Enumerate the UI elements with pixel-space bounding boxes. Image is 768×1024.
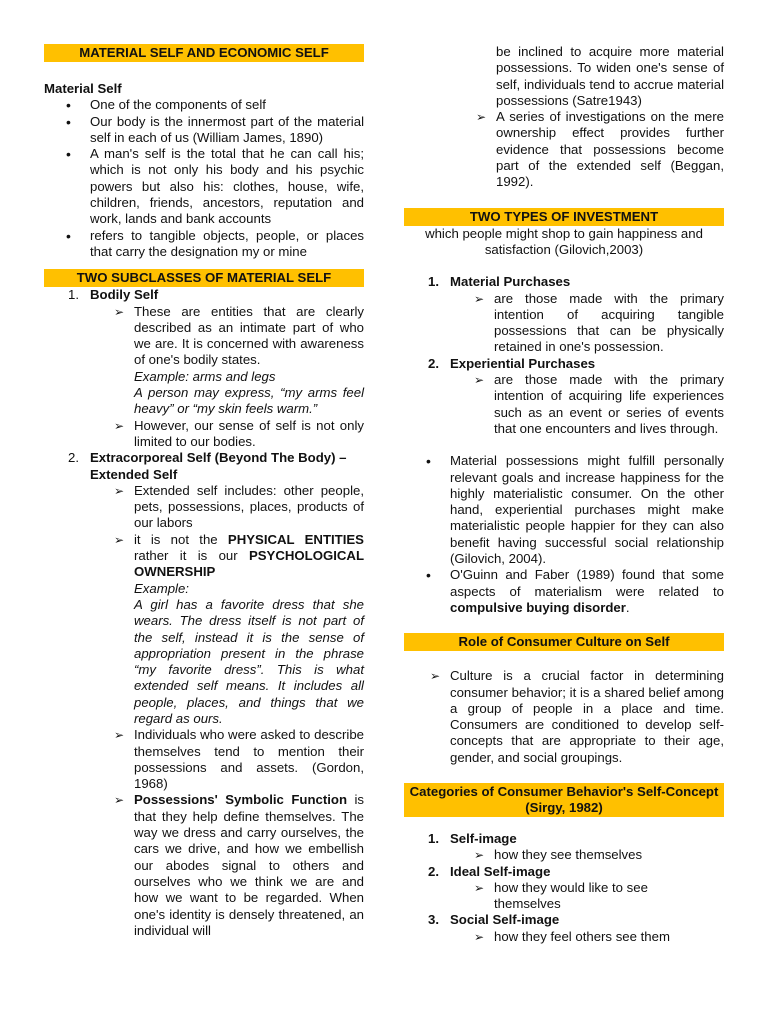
investment-title: Material Purchases bbox=[450, 274, 571, 290]
material-self-title: Material Self bbox=[44, 81, 122, 96]
list-number: 1. bbox=[428, 274, 439, 290]
list-item: ➢ Culture is a crucial factor in determining consumer behavior; it is a shared belief among a group of people in a place and time. Consumers are conditioned to develop self-concepts that are appropriate to their age, gender, and social groupings. bbox=[428, 668, 724, 766]
list-item: ➢ A series of investigations on the mere ownership effect provides further evidence that possessions become part of the extended self (Beggan, 1992). bbox=[474, 109, 724, 190]
example-label: Example: bbox=[134, 580, 189, 596]
material-self-list bbox=[44, 97, 364, 260]
list-item: ➢ how they would like to see themselves bbox=[472, 880, 662, 913]
list-item: ➢ However, our sense of self is not only limited to our bodies. bbox=[112, 418, 364, 451]
list-item: • refers to tangible objects, people, or places that carry the designation my or mine bbox=[44, 228, 364, 261]
list-item: • Our body is the innermost part of the material self in each of us (William James, 1890) bbox=[44, 114, 364, 147]
example-text: A girl has a favorite dress that she wears. The dress itself is not part of the self, instead it is the sense of appropriation present in the phrase “my favorite dress”. This is what extended self means. It includes all people, places, and things that we regard as ours. bbox=[134, 596, 364, 726]
category-points bbox=[472, 929, 724, 945]
list-item: ➢ how they see themselves bbox=[472, 847, 724, 863]
continued-text: be inclined to acquire more material possessions. To widen one's sense of self, individuals tend to accrue material possessions (Satre1943) bbox=[496, 44, 724, 108]
emphasis-text: Possessions' Symbolic Function bbox=[134, 792, 347, 808]
investment-points bbox=[472, 291, 724, 356]
point-text: O'Guinn and Faber (1989) found that some aspects of materialism were related to bbox=[450, 567, 724, 599]
bodily-self-points bbox=[112, 304, 364, 451]
list-item: ➢ how they feel others see them bbox=[472, 929, 724, 945]
point-text: it is not the bbox=[134, 531, 228, 547]
extended-self-points bbox=[112, 483, 364, 939]
list-item: • One of the components of self bbox=[44, 97, 364, 113]
list-item: • Material possessions might fulfill personally relevant goals and increase happiness for the highly materialistic consumer. On the other hand, experiential purchases might make materialistic people happier for they can also benefit having successful social relationship (Gilovich, 2004). bbox=[404, 453, 724, 567]
subclasses-list bbox=[44, 287, 364, 939]
category-points bbox=[472, 880, 662, 913]
list-item: ➢ Individuals who were asked to describe themselves tend to mention their possessions and assets. (Gordon, 1968) bbox=[112, 727, 364, 792]
emphasis-text: compulsive buying disorder bbox=[450, 599, 626, 615]
example-text: Example: arms and legs bbox=[134, 368, 276, 384]
list-item bbox=[404, 567, 724, 616]
emphasis-text: PSYCHOLOGICAL OWNERSHIP bbox=[134, 548, 364, 580]
right-column bbox=[404, 44, 724, 945]
left-column bbox=[44, 44, 364, 939]
list-item: • A man's self is the total that he can call his; which is not only his body and his psychic powers but also his: clothes, house, wife, children, friends, ancestors, reputation and work, lands and bank accounts bbox=[44, 146, 364, 227]
subclass-extended-self bbox=[44, 450, 364, 939]
category-self-image bbox=[404, 831, 724, 864]
list-item bbox=[112, 304, 364, 418]
investment-experiential bbox=[404, 356, 724, 437]
investment-points bbox=[472, 372, 724, 437]
culture-points bbox=[428, 668, 724, 766]
category-title: Social Self-image bbox=[450, 912, 560, 928]
categories-list bbox=[404, 831, 724, 945]
investment-list bbox=[404, 274, 724, 437]
list-item: ➢ Extended self includes: other people, pets, possessions, places, products of our labors bbox=[112, 483, 364, 532]
list-number: 2. bbox=[428, 355, 439, 371]
point-text: rather it is our bbox=[134, 548, 249, 564]
subclass-title: Bodily Self bbox=[90, 287, 159, 303]
list-number: 3. bbox=[428, 912, 439, 928]
point-text: These are entities that are clearly described as an intimate part of who we are. It is concerned with awareness of one's bodily states. bbox=[134, 303, 364, 368]
subclass-bodily-self bbox=[44, 287, 364, 450]
list-number: 1. bbox=[68, 287, 79, 303]
category-title: Ideal Self-image bbox=[450, 863, 551, 879]
investment-title: Experiential Purchases bbox=[450, 355, 596, 371]
list-number: 2. bbox=[68, 450, 79, 466]
section-heading-subclasses: TWO SUBCLASSES OF MATERIAL SELF bbox=[44, 269, 364, 287]
section-heading-culture: Role of Consumer Culture on Self bbox=[404, 633, 724, 651]
subclass-title: Extracorporeal Self (Beyond The Body) – Extended Self bbox=[90, 450, 347, 482]
example-quote: A person may express, “my arms feel heavy” or “my skin feels warm.” bbox=[134, 385, 364, 417]
category-ideal-self-image bbox=[404, 864, 724, 913]
section-heading-material-self: MATERIAL SELF AND ECONOMIC SELF bbox=[44, 44, 364, 62]
list-item: ➢ are those made with the primary intention of acquiring tangible possessions that can be physically retained in one's possession. bbox=[472, 291, 724, 356]
list-number: 1. bbox=[428, 830, 439, 846]
list-item: ➢ are those made with the primary intention of acquiring life experiences such as an event or series of events that one encounters and lives through. bbox=[472, 372, 724, 437]
section-heading-categories: Categories of Consumer Behavior's Self-Concept (Sirgy, 1982) bbox=[404, 783, 724, 817]
investment-intro: which people might shop to gain happiness and satisfaction (Gilovich,2003) bbox=[425, 225, 703, 257]
investment-material bbox=[404, 274, 724, 355]
point-text: is that they help define themselves. The way we dress and carry ourselves, the cars we drive, and how we embellish our abodes signal to others and ourselves who we think we are and how we want to be regarded. When one's identity is densely threatened, an individual will bbox=[134, 792, 364, 938]
list-item bbox=[112, 792, 364, 939]
category-social-self-image bbox=[404, 912, 724, 945]
materialism-list bbox=[404, 453, 724, 616]
section-heading-investment: TWO TYPES OF INVESTMENT bbox=[404, 208, 724, 226]
emphasis-text: PHYSICAL ENTITIES bbox=[227, 531, 364, 547]
category-title: Self-image bbox=[450, 830, 517, 846]
category-points bbox=[472, 847, 724, 863]
continued-points bbox=[474, 109, 724, 190]
list-item bbox=[112, 532, 364, 728]
list-number: 2. bbox=[428, 863, 439, 879]
point-text: . bbox=[625, 599, 630, 615]
